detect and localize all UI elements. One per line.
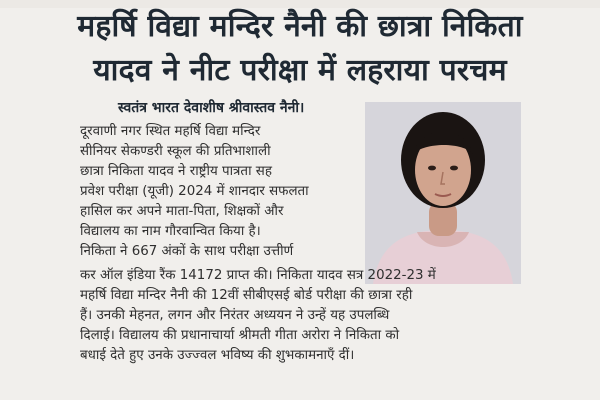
body-line: विद्यालय का नाम गौरवान्वित किया है। [80, 224, 261, 239]
body-line: बधाई देते हुए उनके उज्ज्वल भविष्य की शुभकामनाएँ दीं। [80, 348, 355, 363]
student-photo [365, 102, 521, 284]
body-line: छात्रा निकिता यादव ने राष्ट्रीय पात्रता सह [80, 164, 272, 179]
body-line: हैं। उनकी मेहनत, लगन और निरंतर अध्ययन ने उन्हें यह उपलब्धि [80, 308, 390, 323]
headline-line-1: महर्षि विद्या मन्दिर नैनी की छात्रा निकिता [77, 9, 523, 44]
body-line: महर्षि विद्या मन्दिर नैनी की 12वीं सीबीएसई बोर्ड परीक्षा की छात्रा रही [80, 288, 413, 303]
body-line: प्रवेश परीक्षा (यूजी) 2024 में शानदार सफलता [80, 184, 309, 199]
body-line: हासिल कर अपने माता-पिता, शिक्षकों और [80, 204, 284, 219]
body-line: कर ऑल इंडिया रैंक 14172 प्राप्त की। निकिता यादव सत्र 2022-23 में [80, 268, 436, 283]
body-line: निकिता ने 667 अंकों के साथ परीक्षा उत्तीर्ण [80, 244, 294, 259]
portrait-image [365, 102, 521, 284]
body-line: दिलाई। विद्यालय की प्रधानाचार्या श्रीमती गीता अरोरा ने निकिता को [80, 328, 400, 343]
byline: स्वतंत्र भारत देवाशीष श्रीवास्तव नैनी। [118, 100, 305, 116]
headline-line-2: यादव ने नीट परीक्षा में लहराया परचम [93, 53, 507, 88]
body-line: सीनियर सेकण्डरी स्कूल की प्रतिभाशाली [80, 144, 271, 159]
body-line: दूरवाणी नगर स्थित महर्षि विद्या मन्दिर [80, 124, 261, 139]
